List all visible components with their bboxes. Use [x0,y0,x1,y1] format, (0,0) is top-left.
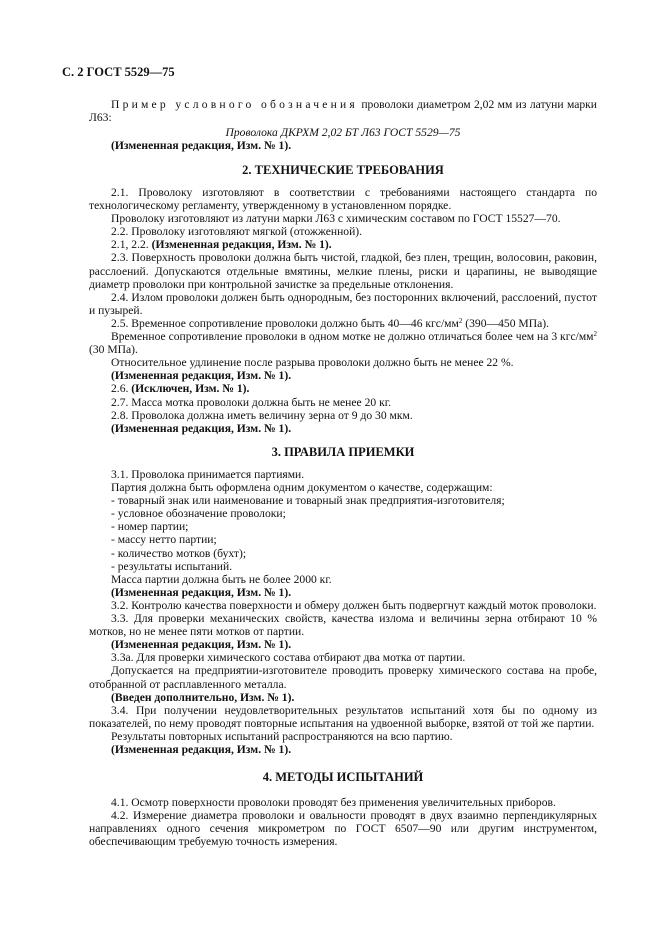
section-2-title: 2. ТЕХНИЧЕСКИЕ ТРЕБОВАНИЯ [242,163,444,177]
section-4-body [89,796,597,848]
section-4-title: 4. МЕТОДЫ ИСПЫТАНИЙ [262,770,424,784]
s2-paragraph [89,317,597,330]
s3-paragraph: Допускается на предприятии-изготовителе проводить проверку химического состава на пробе, отобранной от расплавленного металла. [89,664,597,691]
s2-lead: 2.6. [111,382,132,396]
s2-paragraph [89,238,597,251]
s2-paragraph: Относительное удлинение после разрыва проволоки должно быть не менее 22 %. [111,356,514,370]
s3-paragraph: Результаты повторных испытаний распространяются на всю партию. [111,729,453,743]
s3-amendment: (Измененная редакция, Изм. № 1). [111,585,292,599]
s2-text: Временное сопротивление проволоки в одном мотке не должно отличаться более чем на 3 кгс/мм [111,330,594,344]
s4-paragraph: 4.1. Осмотр поверхности проволоки проводят без применения увеличительных приборов. [111,796,556,809]
s2-paragraph: 2.4. Излом проволоки должен быть однородным, без посторонних включений, расслоений, пустот и пузырей. [89,290,597,317]
s2-paragraph: 2.2. Проволоку изготовляют мягкой (отожженной). [111,225,363,239]
intro-amendment: (Измененная редакция, Изм. № 1). [111,139,292,153]
s2-amendment: (Исключен, Изм. № 1). [131,382,250,396]
s3-paragraph: 3.3а. Для проверки химического состава отбирают два мотка от партии. [111,651,466,665]
section-2-body [89,186,597,435]
s3-paragraph: Масса партии должна быть не более 2000 кг. [111,572,332,586]
s2-lead: 2.1, 2.2. [111,238,152,252]
s2-paragraph [89,330,597,356]
s2-text: (390—450 МПа). [462,316,549,330]
s2-paragraph: Проволоку изготовляют из латуни марки Л63 с химическим составом по ГОСТ 15527—70. [111,212,561,226]
page-header: С. 2 ГОСТ 5529—75 [62,65,175,79]
s2-paragraph: 2.8. Проволока должна иметь величину зерна от 9 до 30 мкм. [111,408,413,422]
section-3-title: 3. ПРАВИЛА ПРИЕМКИ [271,445,415,459]
s4-paragraph: 4.2. Измерение диаметра проволоки и овальности проводят в двух взаимно перпендикулярных направлениях одного сечения микрометром по ГОСТ 6507—90 или другим инструментом, обеспечивающим требуемую точность измерения. [89,809,597,849]
intro-block [89,98,597,152]
section-4 [89,770,597,784]
s3-amendment: (Измененная редакция, Изм. № 1). [111,638,292,652]
s3-paragraph: 3.2. Контролю качества поверхности и обмеру должен быть подвергнут каждый моток проволоки. [111,598,597,612]
section-3-body [89,468,597,756]
list-item: - массу нетто партии; [111,533,217,547]
example-designation: Проволока ДКРХМ 2,02 БТ Л63 ГОСТ 5529—75 [225,126,461,140]
s2-paragraph: 2.1. Проволоку изготовляют в соответствии с требованиями настоящего стандарта по технологическому регламенту, утвержденному в установленном порядке. [89,186,597,213]
s2-amendment: (Измененная редакция, Изм. № 1). [111,369,292,383]
s2-paragraph: 2.3. Поверхность проволоки должна быть чистой, гладкой, без плен, трещин, волосовин, раковин, расслоений. Допускаются отдельные вмятины, мелкие плены, риски и царапины, не выводящие диаметр проволоки при контрольной зачистке за предельные отклонения. [89,251,597,291]
s3-amendment: (Введен дополнительно, Изм. № 1). [111,690,295,704]
list-item: - товарный знак или наименование и товарный знак предприятия-изготовителя; [111,494,505,508]
example-lead: Пример условного обозначения [111,98,358,111]
section-2 [89,163,597,177]
section-3 [89,445,597,459]
s3-paragraph: 3.4. При получении неудовлетворительных результатов испытаний хотя бы по одному из показателей, по нему проводят повторные испытания на удвоенной выборке, взятой от той же партии. [89,703,597,730]
s2-amendment: (Измененная редакция, Изм. № 1). [111,421,292,435]
list-item: - условное обозначение проволоки; [111,507,286,521]
list-item: - результаты испытаний. [111,559,233,573]
example-paragraph [89,98,597,124]
superscript: 2 [458,316,463,325]
example-rest: проволоки диаметром 2,02 мм из латуни марки Л63: [89,98,598,125]
list-item: - номер партии; [111,520,189,534]
s2-paragraph [89,382,597,395]
s3-amendment: (Измененная редакция, Изм. № 1). [111,742,292,756]
superscript: 2 [593,330,597,339]
s2-text: 2.5. Временное сопротивление проволоки должно быть 40—46 кгс/мм [111,316,459,330]
s2-paragraph: 2.7. Масса мотка проволоки должна быть не менее 20 кг. [111,395,392,409]
s3-paragraph: Партия должна быть оформлена одним документом о качестве, содержащим: [111,481,493,495]
s3-paragraph: 3.1. Проволока принимается партиями. [111,468,305,481]
s3-paragraph: 3.3. Для проверки механических свойств, качества излома и величины зерна отбирают 10 % мотков, но не менее пяти мотков от партии. [89,612,597,639]
list-item: - количество мотков (бухт); [111,546,247,560]
s2-text: (30 МПа). [89,343,138,357]
s2-amendment: (Измененная редакция, Изм. № 1). [151,238,332,252]
